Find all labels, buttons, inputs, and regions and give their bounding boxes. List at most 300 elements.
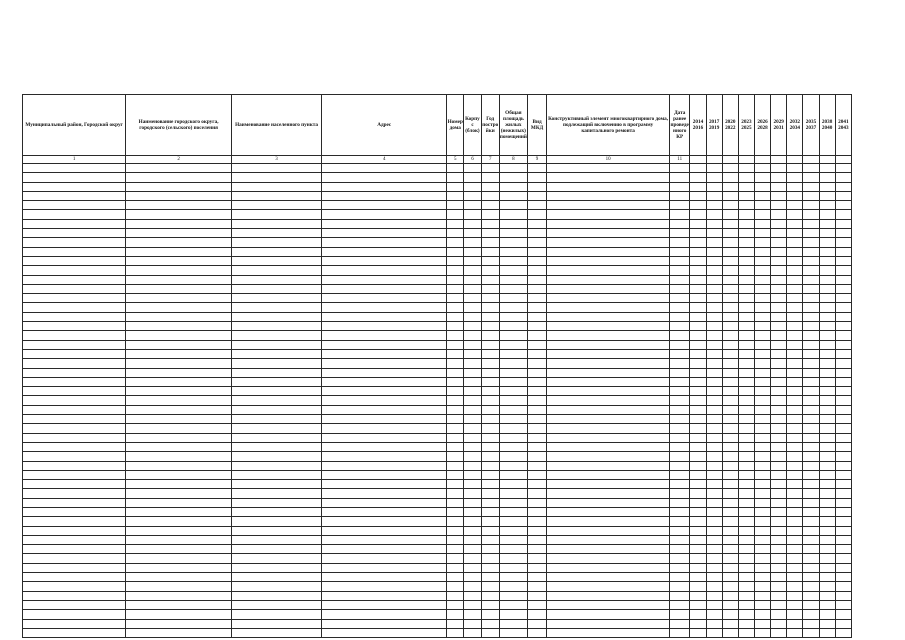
table-cell	[722, 182, 738, 191]
table-cell	[722, 294, 738, 303]
table-cell	[835, 415, 851, 424]
table-cell	[690, 387, 706, 396]
table-cell	[754, 387, 770, 396]
table-cell	[23, 489, 126, 498]
table-cell	[819, 535, 835, 544]
table-cell	[499, 331, 527, 340]
table-cell	[803, 182, 819, 191]
table-cell	[231, 452, 321, 461]
table-cell	[231, 526, 321, 535]
table-cell	[447, 229, 464, 238]
table-cell	[547, 266, 670, 275]
table-cell	[527, 173, 546, 182]
table-cell	[706, 461, 722, 470]
table-cell	[738, 164, 754, 173]
table-cell	[690, 415, 706, 424]
table-cell	[669, 498, 689, 507]
table-cell	[464, 480, 481, 489]
table-cell	[447, 442, 464, 451]
table-cell	[803, 210, 819, 219]
table-cell	[547, 405, 670, 414]
table-cell	[706, 517, 722, 526]
table-cell	[547, 340, 670, 349]
header-period: 2029 2031	[771, 95, 787, 156]
table-cell	[547, 563, 670, 572]
table-cell	[803, 349, 819, 358]
table-cell	[738, 405, 754, 414]
table-cell	[464, 628, 481, 637]
table-cell	[547, 489, 670, 498]
table-cell	[126, 480, 232, 489]
table-cell	[527, 359, 546, 368]
header-last-repair: Дата ранее проведенного КР	[669, 95, 689, 156]
table-cell	[706, 303, 722, 312]
table-cell	[669, 294, 689, 303]
table-cell	[527, 191, 546, 200]
header-year-built: Год постройки	[481, 95, 499, 156]
table-row	[23, 377, 852, 386]
table-cell	[819, 489, 835, 498]
table-cell	[722, 405, 738, 414]
table-cell	[722, 349, 738, 358]
table-row	[23, 545, 852, 554]
table-cell	[547, 303, 670, 312]
table-cell	[787, 470, 803, 479]
table-cell	[690, 619, 706, 628]
table-cell	[706, 535, 722, 544]
table-cell	[722, 442, 738, 451]
table-cell	[835, 164, 851, 173]
table-cell	[690, 182, 706, 191]
table-cell	[669, 452, 689, 461]
table-cell	[547, 368, 670, 377]
table-cell	[499, 266, 527, 275]
table-cell	[23, 433, 126, 442]
table-cell	[527, 507, 546, 516]
table-cell	[126, 303, 232, 312]
table-cell	[754, 619, 770, 628]
table-cell	[464, 312, 481, 321]
table-cell	[527, 415, 546, 424]
table-cell	[322, 210, 447, 219]
table-cell	[738, 340, 754, 349]
table-cell	[464, 387, 481, 396]
table-cell	[690, 377, 706, 386]
table-cell	[690, 554, 706, 563]
table-row	[23, 266, 852, 275]
table-cell	[499, 368, 527, 377]
table-cell	[547, 256, 670, 265]
table-cell	[547, 377, 670, 386]
column-number: 11	[669, 156, 689, 164]
table-cell	[754, 442, 770, 451]
table-cell	[706, 498, 722, 507]
table-cell	[499, 284, 527, 293]
table-cell	[322, 470, 447, 479]
table-cell	[754, 470, 770, 479]
table-cell	[23, 424, 126, 433]
table-cell	[322, 312, 447, 321]
table-cell	[771, 573, 787, 582]
table-cell	[819, 582, 835, 591]
table-cell	[499, 415, 527, 424]
table-body	[23, 164, 852, 638]
table-cell	[722, 247, 738, 256]
table-cell	[447, 340, 464, 349]
table-cell	[547, 210, 670, 219]
table-cell	[447, 489, 464, 498]
table-cell	[447, 164, 464, 173]
table-cell	[499, 424, 527, 433]
table-cell	[499, 442, 527, 451]
table-cell	[738, 433, 754, 442]
table-cell	[481, 396, 499, 405]
table-cell	[787, 415, 803, 424]
table-cell	[771, 442, 787, 451]
table-cell	[690, 275, 706, 284]
table-cell	[803, 554, 819, 563]
table-cell	[787, 256, 803, 265]
table-cell	[835, 340, 851, 349]
table-cell	[771, 368, 787, 377]
table-cell	[322, 424, 447, 433]
table-cell	[819, 563, 835, 572]
table-cell	[803, 294, 819, 303]
table-cell	[690, 247, 706, 256]
table-cell	[126, 322, 232, 331]
table-cell	[690, 256, 706, 265]
table-cell	[231, 238, 321, 247]
table-cell	[669, 368, 689, 377]
table-cell	[527, 275, 546, 284]
table-cell	[754, 322, 770, 331]
table-cell	[481, 489, 499, 498]
table-cell	[669, 526, 689, 535]
table-cell	[690, 238, 706, 247]
table-cell	[527, 470, 546, 479]
table-cell	[527, 303, 546, 312]
table-cell	[231, 405, 321, 414]
table-row	[23, 526, 852, 535]
table-cell	[126, 294, 232, 303]
table-cell	[787, 349, 803, 358]
table-cell	[126, 582, 232, 591]
table-cell	[819, 415, 835, 424]
table-cell	[126, 191, 232, 200]
table-cell	[322, 526, 447, 535]
table-cell	[835, 628, 851, 637]
capital-repair-table	[22, 94, 852, 638]
table-cell	[835, 545, 851, 554]
table-cell	[547, 247, 670, 256]
table-cell	[481, 600, 499, 609]
table-cell	[690, 359, 706, 368]
table-cell	[481, 275, 499, 284]
table-cell	[835, 489, 851, 498]
table-cell	[706, 591, 722, 600]
table-cell	[527, 266, 546, 275]
table-cell	[669, 303, 689, 312]
table-cell	[722, 219, 738, 228]
table-cell	[706, 359, 722, 368]
table-cell	[464, 582, 481, 591]
table-cell	[722, 201, 738, 210]
table-cell	[499, 600, 527, 609]
header-building: Корпус (блок)	[464, 95, 481, 156]
table-cell	[669, 331, 689, 340]
table-cell	[669, 266, 689, 275]
table-cell	[126, 396, 232, 405]
table-cell	[126, 266, 232, 275]
table-cell	[499, 628, 527, 637]
table-cell	[690, 582, 706, 591]
table-cell	[547, 238, 670, 247]
table-cell	[835, 470, 851, 479]
table-cell	[787, 628, 803, 637]
header-house: Номер дома	[447, 95, 464, 156]
table-cell	[499, 210, 527, 219]
table-cell	[126, 489, 232, 498]
table-cell	[738, 619, 754, 628]
table-cell	[690, 396, 706, 405]
table-cell	[669, 610, 689, 619]
table-row	[23, 284, 852, 293]
table-cell	[322, 377, 447, 386]
table-cell	[669, 191, 689, 200]
table-cell	[481, 507, 499, 516]
table-cell	[835, 610, 851, 619]
table-cell	[690, 628, 706, 637]
table-cell	[835, 387, 851, 396]
table-cell	[23, 498, 126, 507]
table-cell	[771, 294, 787, 303]
table-cell	[527, 387, 546, 396]
table-cell	[738, 415, 754, 424]
table-cell	[819, 507, 835, 516]
table-cell	[690, 191, 706, 200]
table-cell	[527, 433, 546, 442]
table-cell	[547, 229, 670, 238]
table-cell	[835, 563, 851, 572]
table-cell	[527, 238, 546, 247]
table-cell	[464, 256, 481, 265]
table-cell	[722, 377, 738, 386]
table-cell	[126, 619, 232, 628]
table-cell	[499, 563, 527, 572]
table-cell	[126, 442, 232, 451]
table-cell	[447, 424, 464, 433]
table-cell	[819, 368, 835, 377]
table-cell	[706, 563, 722, 572]
table-cell	[690, 164, 706, 173]
table-row	[23, 229, 852, 238]
table-cell	[231, 229, 321, 238]
table-cell	[447, 201, 464, 210]
table-cell	[754, 294, 770, 303]
table-cell	[669, 433, 689, 442]
table-cell	[819, 303, 835, 312]
table-cell	[23, 349, 126, 358]
table-cell	[706, 507, 722, 516]
table-cell	[771, 619, 787, 628]
header-period: 2026 2028	[754, 95, 770, 156]
table-cell	[464, 573, 481, 582]
table-cell	[706, 256, 722, 265]
table-cell	[464, 517, 481, 526]
table-cell	[706, 442, 722, 451]
table-cell	[835, 294, 851, 303]
table-cell	[499, 182, 527, 191]
table-cell	[669, 377, 689, 386]
table-cell	[527, 182, 546, 191]
table-cell	[738, 610, 754, 619]
table-cell	[231, 191, 321, 200]
table-cell	[447, 405, 464, 414]
table-cell	[787, 219, 803, 228]
table-cell	[322, 368, 447, 377]
table-cell	[835, 322, 851, 331]
table-cell	[669, 424, 689, 433]
table-cell	[126, 554, 232, 563]
table-cell	[322, 610, 447, 619]
table-cell	[754, 424, 770, 433]
table-cell	[669, 396, 689, 405]
table-cell	[738, 535, 754, 544]
column-number: 10	[547, 156, 670, 164]
table-cell	[481, 480, 499, 489]
table-cell	[819, 628, 835, 637]
table-cell	[835, 275, 851, 284]
table-cell	[23, 229, 126, 238]
table-cell	[464, 340, 481, 349]
table-cell	[771, 322, 787, 331]
table-cell	[23, 554, 126, 563]
table-cell	[23, 396, 126, 405]
table-cell	[447, 284, 464, 293]
table-cell	[771, 452, 787, 461]
table-cell	[322, 535, 447, 544]
table-cell	[787, 545, 803, 554]
table-cell	[231, 415, 321, 424]
table-cell	[669, 582, 689, 591]
table-cell	[706, 219, 722, 228]
table-cell	[322, 442, 447, 451]
table-cell	[447, 191, 464, 200]
table-cell	[669, 489, 689, 498]
table-cell	[547, 535, 670, 544]
table-cell	[819, 238, 835, 247]
table-cell	[722, 545, 738, 554]
table-cell	[669, 256, 689, 265]
table-cell	[23, 275, 126, 284]
table-cell	[690, 294, 706, 303]
table-cell	[771, 535, 787, 544]
table-cell	[481, 229, 499, 238]
table-row	[23, 396, 852, 405]
table-cell	[464, 461, 481, 470]
table-cell	[322, 396, 447, 405]
table-cell	[669, 238, 689, 247]
table-row	[23, 340, 852, 349]
table-cell	[481, 405, 499, 414]
table-cell	[527, 210, 546, 219]
table-cell	[126, 387, 232, 396]
table-cell	[771, 480, 787, 489]
table-cell	[835, 331, 851, 340]
table-row	[23, 303, 852, 312]
table-cell	[706, 210, 722, 219]
table-cell	[690, 266, 706, 275]
table-cell	[738, 470, 754, 479]
column-number: 2	[126, 156, 232, 164]
table-cell	[819, 191, 835, 200]
table-cell	[481, 452, 499, 461]
table-cell	[447, 210, 464, 219]
table-cell	[527, 424, 546, 433]
table-cell	[322, 256, 447, 265]
table-cell	[722, 359, 738, 368]
header-period: 2023 2025	[738, 95, 754, 156]
table-cell	[464, 405, 481, 414]
table-cell	[499, 238, 527, 247]
table-cell	[126, 210, 232, 219]
table-cell	[499, 461, 527, 470]
table-cell	[527, 452, 546, 461]
table-cell	[499, 322, 527, 331]
table-cell	[754, 433, 770, 442]
table-cell	[690, 545, 706, 554]
table-cell	[754, 461, 770, 470]
table-row	[23, 591, 852, 600]
header-period: 2035 2037	[803, 95, 819, 156]
table-cell	[231, 489, 321, 498]
table-cell	[787, 377, 803, 386]
table-cell	[23, 238, 126, 247]
table-cell	[819, 610, 835, 619]
table-cell	[754, 480, 770, 489]
table-cell	[527, 294, 546, 303]
table-cell	[547, 554, 670, 563]
table-cell	[231, 554, 321, 563]
table-cell	[126, 275, 232, 284]
table-cell	[754, 396, 770, 405]
table-cell	[527, 610, 546, 619]
table-cell	[722, 517, 738, 526]
table-cell	[126, 517, 232, 526]
table-row	[23, 359, 852, 368]
table-cell	[754, 312, 770, 321]
table-cell	[669, 201, 689, 210]
table-cell	[738, 368, 754, 377]
table-cell	[527, 219, 546, 228]
table-cell	[669, 554, 689, 563]
table-cell	[690, 610, 706, 619]
table-cell	[126, 610, 232, 619]
table-cell	[669, 182, 689, 191]
table-cell	[527, 498, 546, 507]
header-period: 2038 2040	[819, 95, 835, 156]
table-cell	[464, 349, 481, 358]
table-cell	[754, 573, 770, 582]
table-cell	[722, 480, 738, 489]
table-cell	[738, 498, 754, 507]
table-cell	[690, 210, 706, 219]
table-cell	[547, 415, 670, 424]
table-cell	[481, 563, 499, 572]
table-cell	[819, 470, 835, 479]
table-cell	[669, 405, 689, 414]
table-cell	[787, 331, 803, 340]
